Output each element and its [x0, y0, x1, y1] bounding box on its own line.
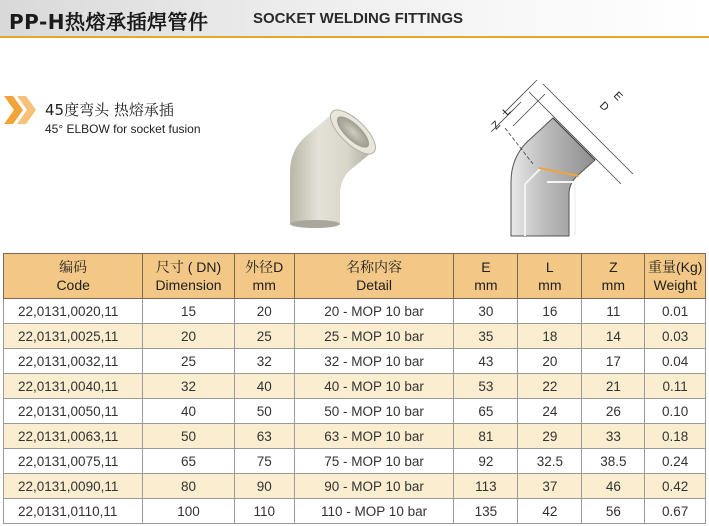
cell-od: 25: [234, 324, 294, 349]
cell-l: 24: [518, 399, 582, 424]
header-row: [4, 254, 706, 299]
cell-detail: 20 - MOP 10 bar: [294, 299, 454, 324]
cell-od: 32: [234, 349, 294, 374]
cell-z: 21: [582, 374, 645, 399]
cell-e: 81: [454, 424, 518, 449]
col-detail-header: [294, 254, 454, 299]
table-row: [4, 399, 706, 424]
cell-e: 35: [454, 324, 518, 349]
cell-weight: 0.67: [645, 499, 706, 524]
cell-z: 56: [582, 499, 645, 524]
label-z: Z: [489, 118, 503, 133]
col-e-header: [454, 254, 518, 299]
cell-od: 75: [234, 449, 294, 474]
cell-detail: 25 - MOP 10 bar: [294, 324, 454, 349]
cell-l: 18: [518, 324, 582, 349]
cell-detail: 63 - MOP 10 bar: [294, 424, 454, 449]
cell-code: 22,0131,0032,11: [4, 349, 143, 374]
cell-e: 92: [454, 449, 518, 474]
cell-od: 40: [234, 374, 294, 399]
cell-od: 50: [234, 399, 294, 424]
col-e-en: mm: [474, 277, 498, 293]
col-detail-cn: 名称内容: [346, 259, 403, 275]
spec-table-body: [4, 299, 706, 524]
col-od-cn: 外径D: [245, 259, 284, 275]
cell-code: 22,0131,0025,11: [4, 324, 143, 349]
spec-table: [3, 253, 706, 524]
cell-dimension: 65: [143, 449, 234, 474]
col-z-header: [582, 254, 645, 299]
product-name-cn: 45度弯头 热熔承插: [45, 101, 174, 119]
cell-z: 33: [582, 424, 645, 449]
cell-od: 90: [234, 474, 294, 499]
cell-l: 20: [518, 349, 582, 374]
cell-weight: 0.24: [645, 449, 706, 474]
cell-dimension: 50: [143, 424, 234, 449]
cell-code: 22,0131,0090,11: [4, 474, 143, 499]
cell-weight: 0.01: [645, 299, 706, 324]
cell-z: 38.5: [582, 449, 645, 474]
col-weight-header: [645, 254, 706, 299]
col-dimension-header: [143, 254, 234, 299]
cell-l: 16: [518, 299, 582, 324]
col-code-en: Code: [56, 277, 90, 293]
col-detail-en: Detail: [356, 277, 392, 293]
label-e: E: [610, 89, 625, 104]
cell-e: 65: [454, 399, 518, 424]
product-name-en: 45° ELBOW for socket fusion: [45, 122, 201, 136]
cell-l: 29: [518, 424, 582, 449]
cell-dimension: 100: [143, 499, 234, 524]
cell-z: 14: [582, 324, 645, 349]
col-weight-en: Weight: [653, 277, 697, 293]
cell-l: 37: [518, 474, 582, 499]
cell-e: 43: [454, 349, 518, 374]
cell-weight: 0.11: [645, 374, 706, 399]
col-z-en: mm: [601, 277, 625, 293]
cell-e: 113: [454, 474, 518, 499]
cell-e: 53: [454, 374, 518, 399]
cell-detail: 110 - MOP 10 bar: [294, 499, 454, 524]
cell-dimension: 80: [143, 474, 234, 499]
cell-l: 42: [518, 499, 582, 524]
cell-detail: 40 - MOP 10 bar: [294, 374, 454, 399]
cell-detail: 32 - MOP 10 bar: [294, 349, 454, 374]
cell-od: 63: [234, 424, 294, 449]
col-z-cn: Z: [609, 259, 618, 275]
cell-weight: 0.42: [645, 474, 706, 499]
cell-od: 110: [234, 499, 294, 524]
cell-weight: 0.18: [645, 424, 706, 449]
col-od-header: [234, 254, 294, 299]
cell-z: 46: [582, 474, 645, 499]
col-dimension-en: Dimension: [155, 277, 222, 293]
cell-z: 11: [582, 299, 645, 324]
table-row: [4, 424, 706, 449]
cell-l: 32.5: [518, 449, 582, 474]
cell-dimension: 20: [143, 324, 234, 349]
table-row: [4, 499, 706, 524]
page-title-en: SOCKET WELDING FITTINGS: [253, 10, 463, 27]
cell-dimension: 32: [143, 374, 234, 399]
page-title-cn: PP-H热熔承插焊管件: [9, 10, 209, 34]
cell-detail: 90 - MOP 10 bar: [294, 474, 454, 499]
col-code-cn: 编码: [59, 259, 88, 275]
elbow-dimension-drawing: [483, 72, 643, 242]
cell-weight: 0.10: [645, 399, 706, 424]
cell-weight: 0.04: [645, 349, 706, 374]
cell-code: 22,0131,0110,11: [4, 499, 143, 524]
table-row: [4, 374, 706, 399]
cell-dimension: 25: [143, 349, 234, 374]
cell-z: 17: [582, 349, 645, 374]
cell-z: 26: [582, 399, 645, 424]
table-row: [4, 449, 706, 474]
col-od-en: mm: [252, 277, 276, 293]
elbow-fitting-photo: [276, 98, 386, 228]
cell-detail: 50 - MOP 10 bar: [294, 399, 454, 424]
cell-e: 135: [454, 499, 518, 524]
col-weight-cn: 重量(Kg): [647, 259, 703, 275]
col-l-en: mm: [538, 277, 562, 293]
cell-dimension: 15: [143, 299, 234, 324]
table-row: [4, 324, 706, 349]
col-dimension-cn: 尺寸 ( DN): [155, 259, 222, 275]
cell-code: 22,0131,0063,11: [4, 424, 143, 449]
label-l: L: [500, 105, 514, 119]
col-e-cn: E: [481, 259, 491, 275]
cell-code: 22,0131,0020,11: [4, 299, 143, 324]
col-code-header: [4, 254, 143, 299]
spec-table-header: [4, 254, 706, 299]
table-row: [4, 299, 706, 324]
cell-weight: 0.03: [645, 324, 706, 349]
cell-od: 20: [234, 299, 294, 324]
cell-l: 22: [518, 374, 582, 399]
table-row: [4, 349, 706, 374]
cell-e: 30: [454, 299, 518, 324]
label-d: D: [596, 99, 611, 114]
cell-dimension: 40: [143, 399, 234, 424]
cell-code: 22,0131,0050,11: [4, 399, 143, 424]
double-chevron-right-icon: [2, 92, 42, 128]
cell-code: 22,0131,0040,11: [4, 374, 143, 399]
cell-detail: 75 - MOP 10 bar: [294, 449, 454, 474]
table-row: [4, 474, 706, 499]
cell-code: 22,0131,0075,11: [4, 449, 143, 474]
col-l-header: [518, 254, 582, 299]
col-l-cn: L: [545, 259, 554, 275]
